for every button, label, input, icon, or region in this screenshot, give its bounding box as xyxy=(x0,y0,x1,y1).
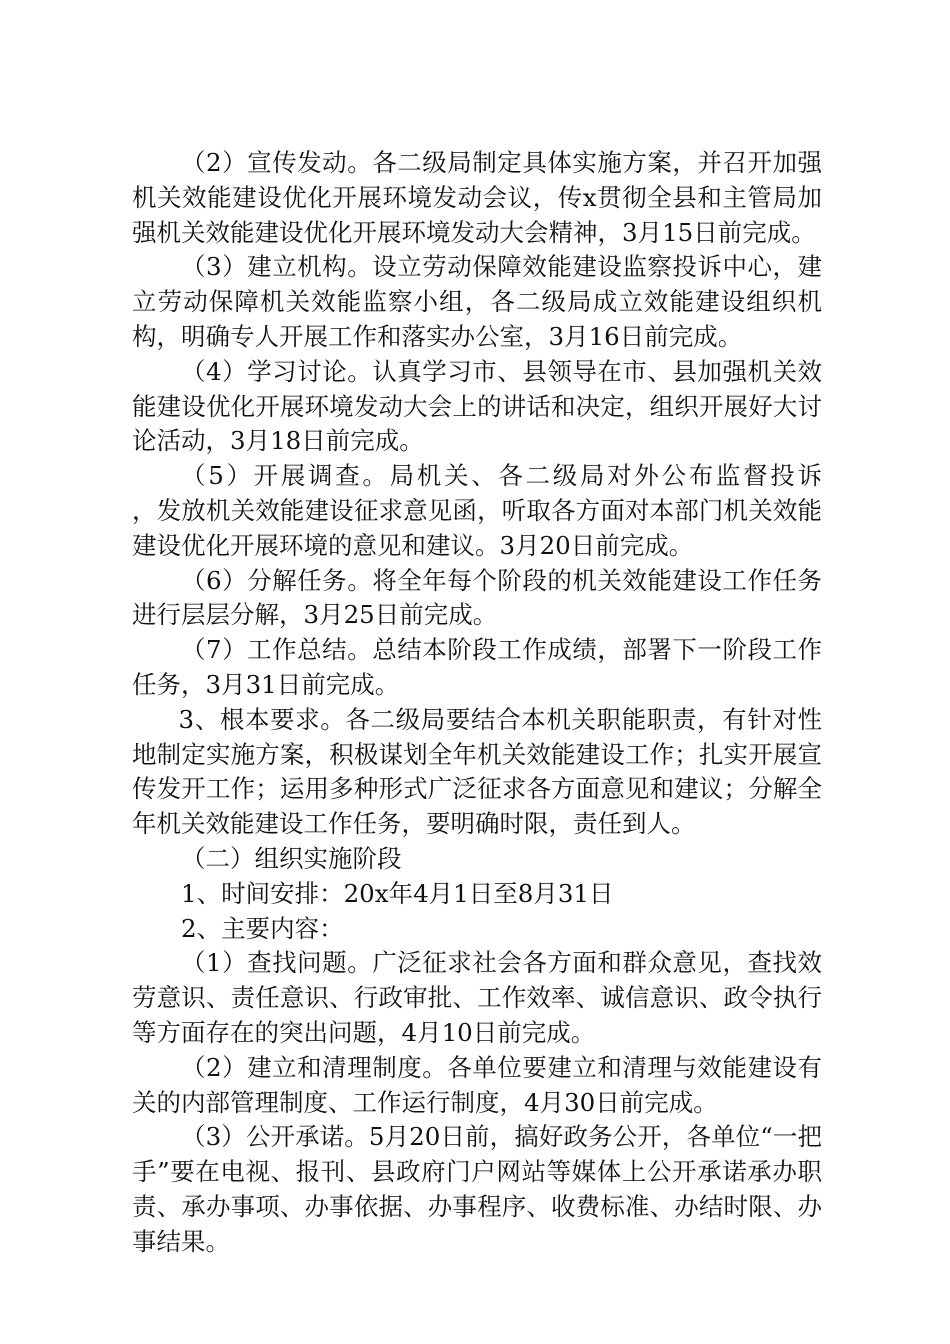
paragraph-time-schedule: 1、时间安排：20x年4月1日至8月31日 xyxy=(181,878,614,908)
paragraph-study-discussion: （4）学习讨论。认真学习市、县领导在市、县加强机关效能建设优化开展环境发动大会上的讲话和决定，组织开展好大讨论活动，3月18日前完成。 xyxy=(132,356,822,456)
paragraph-public-commitment: （3）公开承诺。5月20日前，搞好政务公开，各单位“一把手”要在电视、报刊、县政府门户网站等媒体上公开承诺承办职责、承办事项、办事依据、办事程序、收费标准、办结时限、办事结果。 xyxy=(132,1122,822,1256)
paragraph-basic-requirements: 3、根本要求。各二级局要结合本机关职能职责，有针对性地制定实施方案，积极谋划全年机关效能建设工作；扎实开展宣传发开工作；运用多种形式广泛征求各方面意见和建议；分解全年机关效能建设工作任务，要明确时限，责任到人。 xyxy=(132,704,822,839)
section-heading-implementation-stage: （二）组织实施阶段 xyxy=(181,843,402,873)
paragraph-establish-organization: （3）建立机构。设立劳动保障效能建设监察投诉中心，建立劳动保障机关效能监察小组，各二级局成立效能建设组织机构，明确专人开展工作和落实办公室，3月16日前完成。 xyxy=(132,252,822,351)
paragraph-publicity-mobilization: （2）宣传发动。各二级局制定具体实施方案，并召开加强机关效能建设优化开展环境发动会议，传x贯彻全县和主管局加强机关效能建设优化开展环境发动大会精神，3月15日前完成。 xyxy=(132,148,822,247)
paragraph-work-summary: （7）工作总结。总结本阶段工作成绩，部署下一阶段工作任务，3月31日前完成。 xyxy=(132,635,822,699)
paragraph-conduct-survey: （5）开展调查。局机关、各二级局对外公布监督投诉 ，发放机关效能建设征求意见函，听取各方面对本部门机关效能建设优化开展环境的意见和建议。3月20日前完成。 xyxy=(132,461,871,560)
paragraph-main-content-label: 2、主要内容： xyxy=(181,913,344,943)
document-body xyxy=(132,146,871,1260)
paragraph-establish-rules: （2）建立和清理制度。各单位要建立和清理与效能建设有关的内部管理制度、工作运行制度，4月30日前完成。 xyxy=(132,1052,822,1117)
paragraph-decompose-tasks: （6）分解任务。将全年每个阶段的机关效能建设工作任务进行层层分解，3月25日前完成。 xyxy=(132,565,822,630)
paragraph-find-problems: （1）查找问题。广泛征求社会各方面和群众意见，查找效劳意识、责任意识、行政审批、工作效率、诚信意识、政令执行等方面存在的突出问题，4月10日前完成。 xyxy=(132,948,822,1047)
